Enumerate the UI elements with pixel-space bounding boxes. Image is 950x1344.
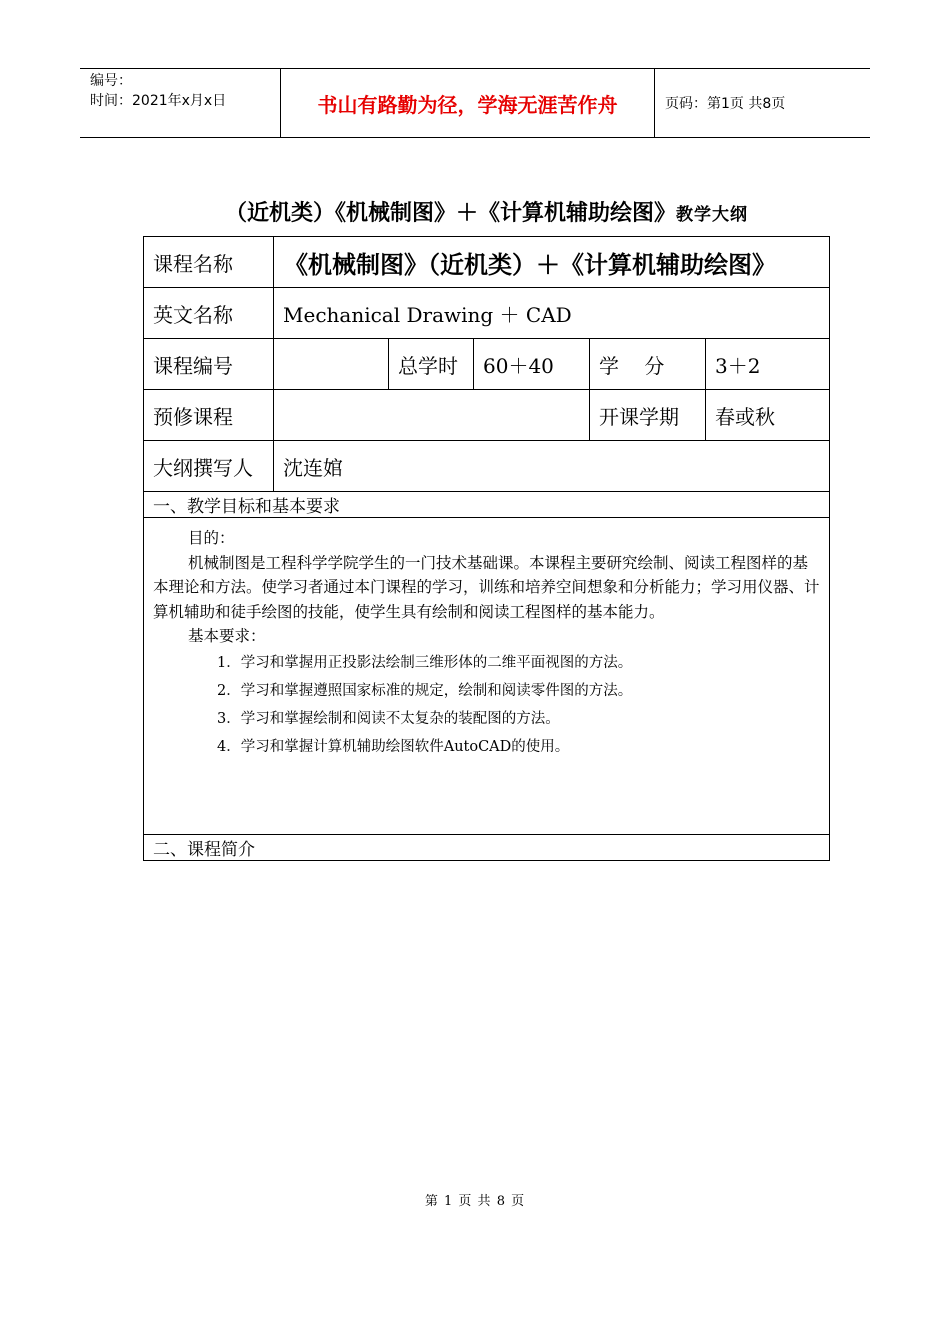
author-value: 沈连婠 (283, 455, 343, 480)
requirement-item: 3．学习和掌握绘制和阅读不太复杂的装配图的方法。 (217, 710, 560, 727)
requirement-item: 1．学习和掌握用正投影法绘制三维形体的二维平面视图的方法。 (217, 654, 633, 671)
course-code-row (144, 339, 829, 390)
english-name-row (144, 288, 829, 339)
english-name-label: 英文名称 (144, 288, 274, 338)
section-2-title: 二、课程简介 (153, 840, 255, 860)
credits-label: 学 分 (590, 339, 706, 389)
prerequisite-row (144, 390, 829, 441)
purpose-label: 目的： (188, 529, 235, 547)
english-name-value: Mechanical Drawing ＋ CAD (283, 302, 572, 327)
syllabus-table (143, 236, 830, 861)
course-name-row (144, 237, 829, 288)
author-label: 大纲撰写人 (144, 441, 274, 491)
course-code-label: 课程编号 (144, 339, 274, 389)
date-line: 时间：2021年x月x日 (90, 93, 227, 109)
section-2-header (144, 835, 829, 861)
page-header (80, 68, 870, 138)
requirements-label: 基本要求： (188, 627, 266, 645)
purpose-text: 机械制图是工程科学学院学生的一门技术基础课。本课程主要研究绘制、阅读工程图样的基本理论和方法。使学习者通过本门课程的学习，训练和培养空间想象和分析能力；学习用仪器、计算机辅助和徒手绘图的技能，使学生具有绘制和阅读工程图样的基本能力。 (153, 553, 820, 621)
number-label: 编号： (90, 73, 132, 89)
section-1-body (144, 518, 829, 835)
requirement-item: 4．学习和掌握计算机辅助绘图软件AutoCAD的使用。 (217, 738, 570, 755)
document-title (143, 196, 830, 227)
term-label: 开课学期 (590, 390, 706, 440)
header-page-info: 页码：第1页 共8页 (665, 96, 786, 112)
total-hours-label: 总学时 (389, 339, 474, 389)
requirement-item: 2．学习和掌握遵照国家标准的规定，绘制和阅读零件图的方法。 (217, 682, 633, 699)
objectives-content (144, 518, 829, 834)
prerequisite-value (274, 390, 590, 440)
page-footer: 第 1 页 共 8 页 (424, 1194, 526, 1209)
document-title-main: （近机类）《机械制图》＋《计算机辅助绘图》 (224, 201, 676, 226)
course-name-label: 课程名称 (144, 237, 274, 287)
header-meta (80, 69, 281, 137)
section-1-title: 一、教学目标和基本要求 (153, 497, 340, 517)
document-title-suffix: 教学大纲 (676, 205, 748, 225)
term-value: 春或秋 (715, 404, 775, 429)
section-1-header (144, 492, 829, 518)
credits-value: 3＋2 (715, 353, 761, 378)
total-hours-value: 60＋40 (474, 339, 590, 389)
course-code-value (274, 339, 389, 389)
course-name-value: 《机械制图》（近机类）＋《计算机辅助绘图》 (284, 250, 776, 279)
header-motto: 书山有路勤为径，学海无涯苦作舟 (281, 69, 655, 137)
prerequisite-label: 预修课程 (144, 390, 274, 440)
author-row (144, 441, 829, 492)
